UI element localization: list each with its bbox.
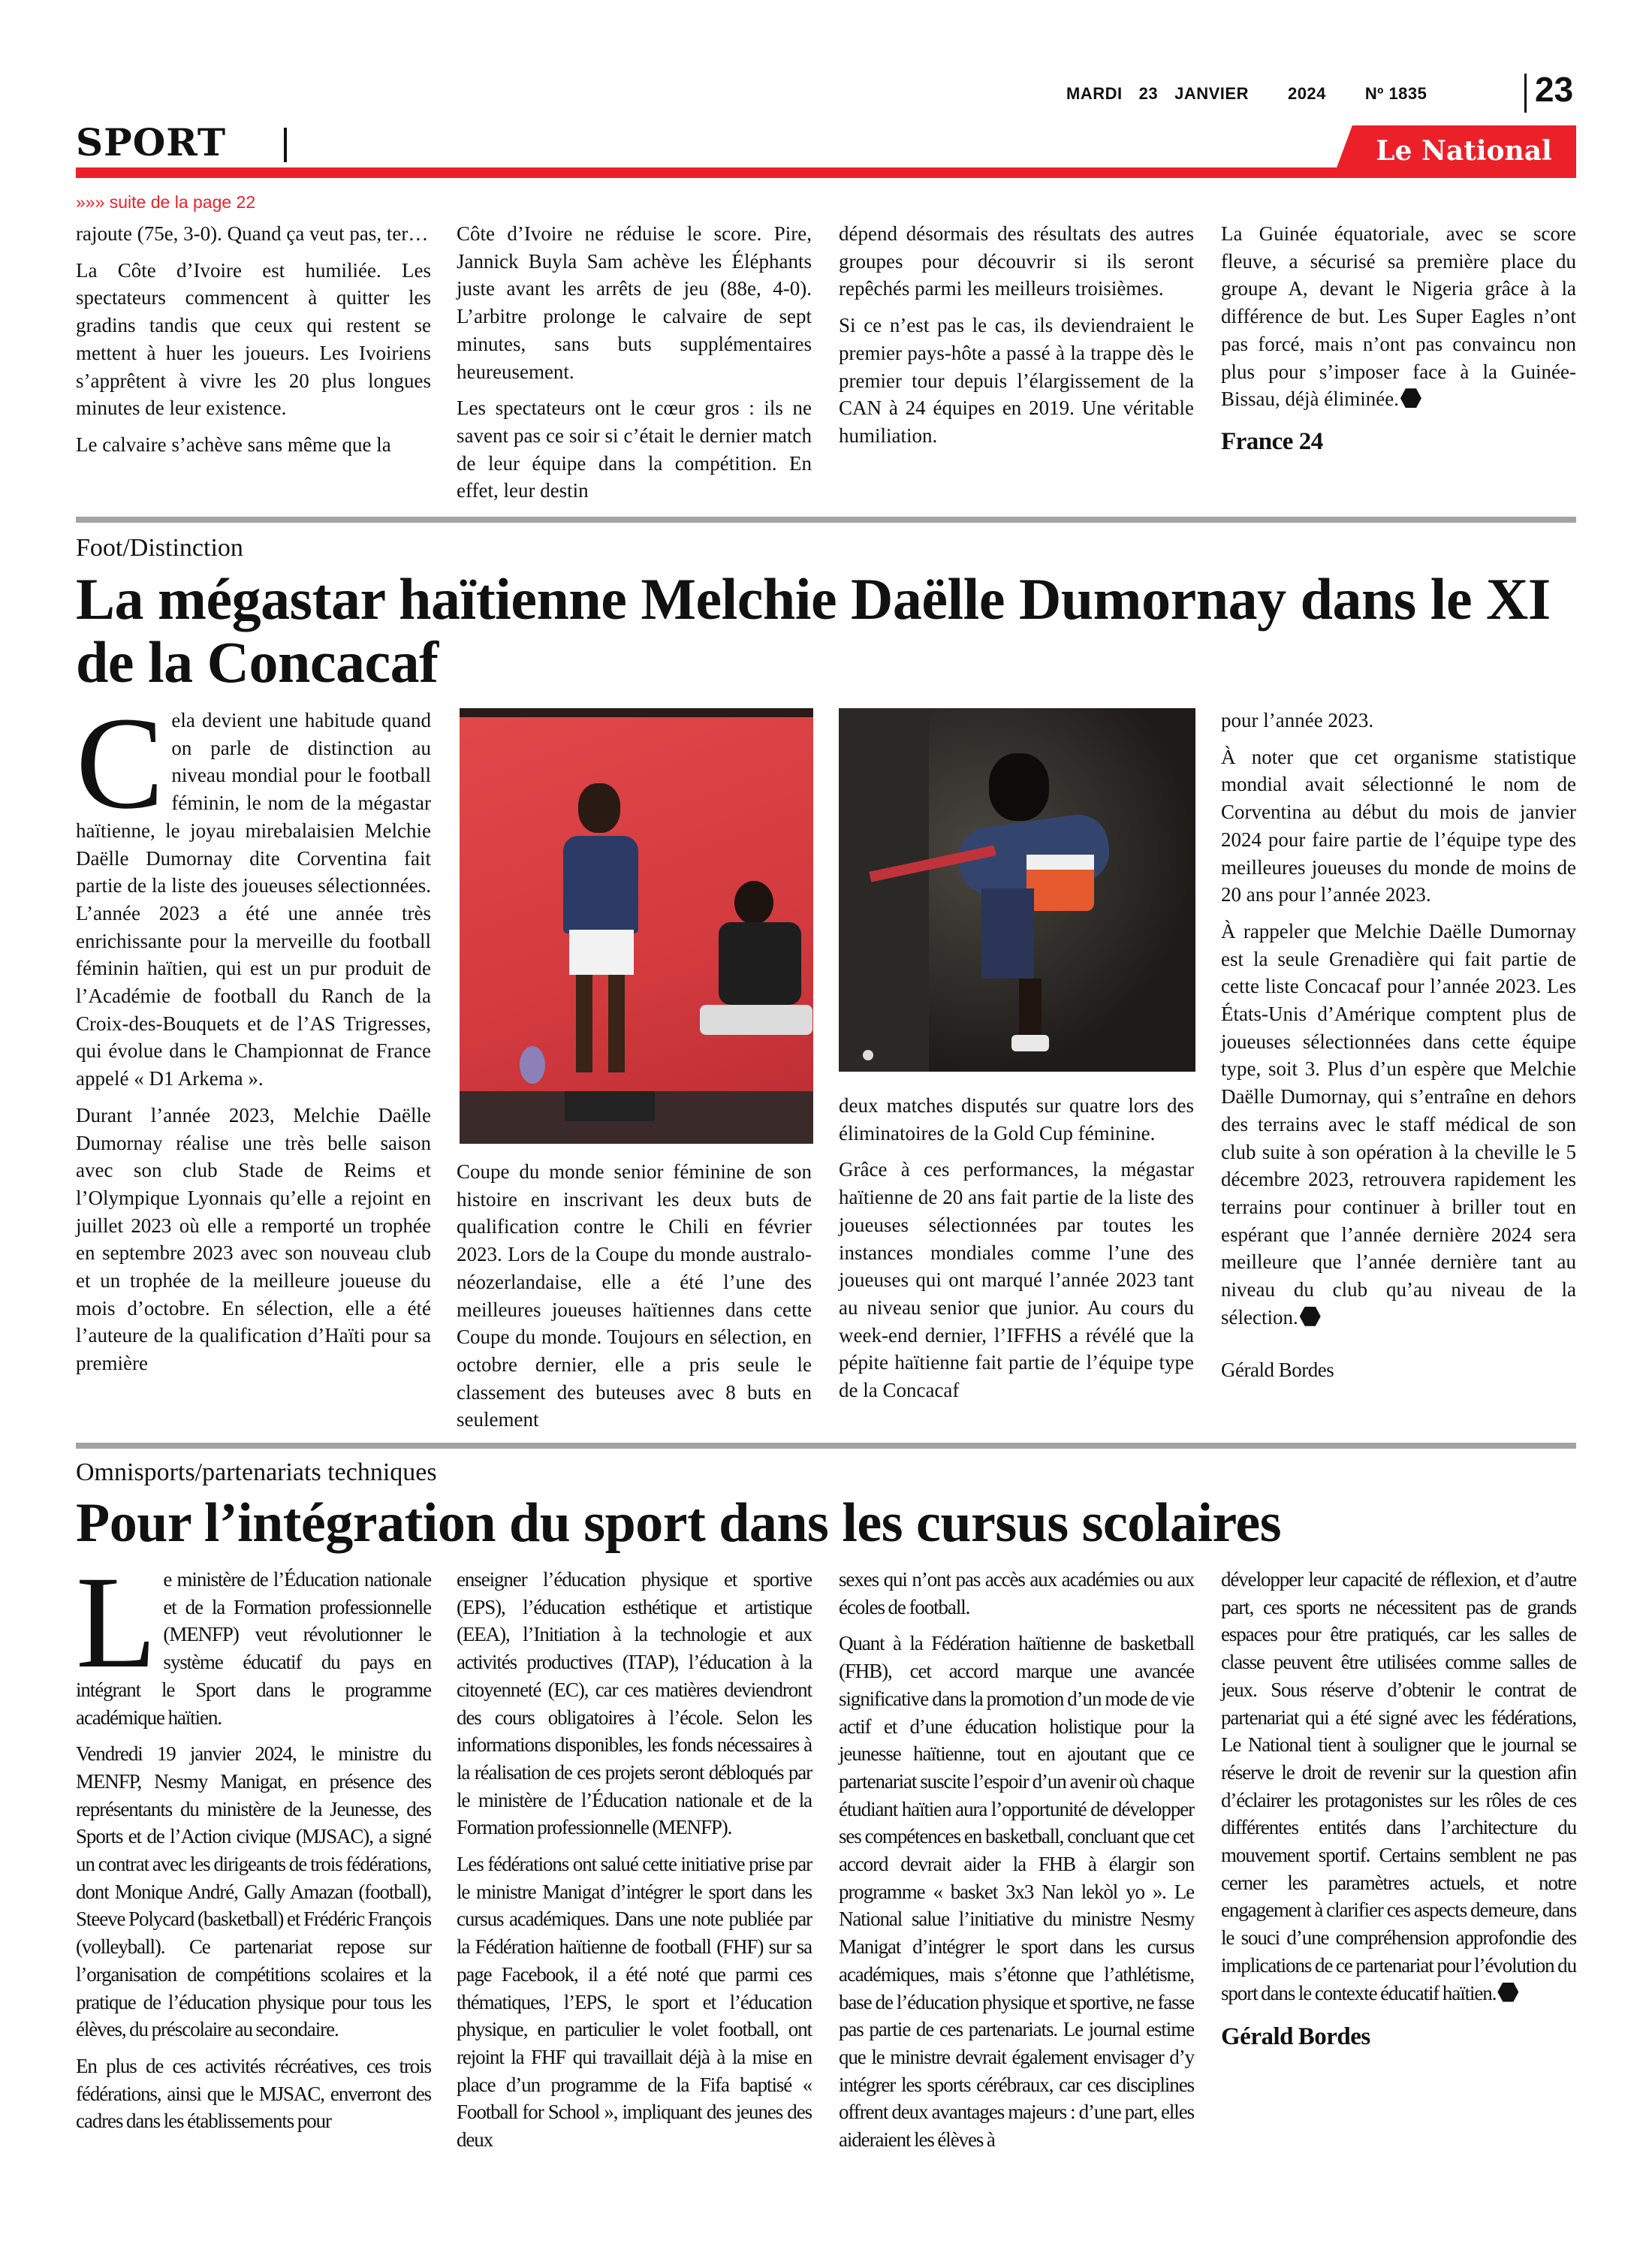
article2-headline: Pour l’intégration du sport dans les cursus scolaires (76, 1492, 1282, 1554)
paragraph (1221, 220, 1576, 413)
issue-number: Nº 1835 (1364, 84, 1427, 103)
paragraph (839, 1156, 1194, 1404)
photo-player-training (839, 708, 1195, 1072)
article2-column-4 (1221, 1566, 1576, 2051)
end-of-article-icon (1300, 1307, 1321, 1326)
paragraph-text: pour l’année 2023. (1221, 709, 1374, 731)
paragraph (839, 1630, 1194, 2153)
paragraph (457, 1158, 812, 1434)
paragraph-text: e ministère de l’Éducation nationale et de la Formation professionnelle (MENFP) veut révolutionner le système éducatif du pays en intégrant le Sport dans le programme académique haïtien. (76, 1568, 431, 1729)
paragraph-text: développer leur capacité de réflexion, et d’autre part, ces sports ne nécessitent pas de grands espaces pour être pratiqués, car les salles de classe peuvent être utilisées comme salles de jeux. Sous réserve d’obtenir le contrat de partenariat qui a été signé avec les fédérations, Le National tient à souligner que le journal se réserve le droit de revenir sur la question afin d’éclairer les protagonistes sur les rôles de ces différentes entités dans l’architecture du mouvement sportif. Certains semblent ne pas cerner les paramètres actuels, et notre engagement à clarifier ces aspects demeure, dans le souci d’une compréhension approfondie des implications de ce partenariat pour l’évolution du sport dans le contexte éducatif haïtien. (1221, 1568, 1576, 2004)
paragraph (76, 690, 431, 1093)
paragraph-text: Si ce n’est pas le cas, ils deviendraient le premier pays-hôte a passé à la trappe dès le premier tour depuis l’élargissement de la CAN à 24 équipes en 2019. Une véritable humiliation. (839, 314, 1194, 447)
paragraph-text: Durant l’année 2023, Melchie Daëlle Dumornay réalise une très belle saison avec son club Stade de Reims et l’Olympique Lyonnais qu’elle a rejoint en juillet 2023 où elle a remporté un trophée en septembre 2023 avec son nouveau club et un trophée de la meilleure joueuse du mois d’octobre. En sélection, elle a été l’auteure de la qualification d’Haïti pour sa première (76, 1103, 431, 1375)
paragraph (1221, 918, 1576, 1332)
paragraph (76, 2052, 431, 2135)
paragraph-text: La Côte d’Ivoire est humiliée. Les spectateurs commencent à quitter les gradins tandis que ceux qui restent se mettent à huer les joueurs. Les Ivoiriens s’apprêtent à vivre les 20 plus longues minutes de leur existence. (76, 258, 431, 420)
day: MARDI (1066, 84, 1123, 103)
paragraph (76, 1549, 431, 1731)
year: 2024 (1287, 84, 1326, 103)
section-title: SPORT (76, 120, 227, 164)
article2-column-2 (457, 1566, 812, 2163)
article1-column-1 (76, 690, 431, 1386)
article1-column-3 (839, 1092, 1194, 1413)
paragraph-text: La Guinée équatoriale, avec se score fleuve, a sécurisé sa première place du groupe A, devant le Nigeria grâce à la différence de but. Les Super Eagles n’ont pas forcé, mais n’ont pas convaincu non plus pour s’imposer face à la Guinée-Bissau, déjà éliminée. (1221, 222, 1576, 411)
article2-kicker: Omnisports/partenariats techniques (76, 1458, 437, 1486)
page-number-divider (1524, 74, 1527, 113)
issue-date (1066, 84, 1443, 104)
drop-cap: L (76, 1549, 156, 1696)
article1-headline: La mégastar haïtienne Melchie Daëlle Dumornay dans le XI de la Concacaf (76, 566, 1551, 695)
top-column-4 (1221, 220, 1576, 422)
brand-logo: Le National (1376, 135, 1552, 167)
paragraph (1221, 1566, 1576, 2007)
paragraph-text: deux matches disputés sur quatre lors des éliminatoires de la Gold Cup féminine. (839, 1094, 1194, 1145)
paragraph-text: sexes qui n’ont pas accès aux académies ou aux écoles de football. (839, 1568, 1194, 1618)
paragraph (76, 220, 431, 248)
article2-column-3 (839, 1566, 1194, 2163)
paragraph-text: Les spectateurs ont le cœur gros : ils ne savent pas ce soir si c’était le dernier match de leur équipe dans la compétition. En effet, leur destin (457, 397, 812, 502)
paragraph-text: ela devient une habitude quand on parle de distinction au niveau mondial pour le football féminin, le nom de la mégastar haïtienne, le joyau mirebalaisien Melchie Daëlle Dumornay dite Corventina fait partie de la liste des joueuses sélectionnées. L’année 2023 a été une année très enrichissante pour la merveille du football féminin haïtien, qui est un pur produit de l’Académie de football du Ranch de la Croix-des-Bouquets et de l’AS Trigresses, qui évolue dans le Championnat de France appelé « D1 Arkema ». (76, 709, 431, 1090)
article1-kicker: Foot/Distinction (76, 534, 243, 562)
section-divider (284, 128, 287, 162)
photo-credit-icon (863, 1050, 873, 1060)
paragraph-text: Le calvaire s’achève sans même que la (76, 433, 391, 456)
paragraph-text: En plus de ces activités récréatives, ces trois fédérations, ainsi que le MJSAC, enverront des cadres dans les établissements pour (76, 2054, 431, 2133)
top-signature: France 24 (1221, 428, 1323, 455)
paragraph-text: Grâce à ces performances, la mégastar haïtienne de 20 ans fait partie de la liste des joueuses sélectionnées par toutes les instances mondiales comme l’une des joueuses qui ont marqué l’année 2023 tant au niveau senior que junior. Au cours du week-end dernier, l’IFFHS a révélé que la pépite haïtienne fait partie de l’équipe type de la Concacaf (839, 1158, 1194, 1402)
continued-from-link[interactable]: »»» suite de la page 22 (76, 192, 256, 212)
paragraph (839, 220, 1194, 303)
paragraph (457, 394, 812, 505)
paragraph-text: Les fédérations ont salué cette initiative prise par le ministre Manigat d’intégrer le sport dans les cursus académiques. Dans une note publiée par la Fédération haïtienne de football (FHF) sur sa page Facebook, il a été noté que parmi ces thématiques, l’EPS, le sport et l’éducation physique, en particulier le volet football, ont rejoint la FHF qui travaillait déjà à la mise en place d’un programme de la Fifa baptisé « Football for School », impliquant des jeunes des deux (457, 1853, 812, 2152)
end-of-article-icon (1400, 388, 1421, 408)
paragraph (457, 220, 812, 385)
paragraph (76, 257, 431, 422)
drop-cap: C (76, 690, 164, 837)
author-signature: Gérald Bordes (1221, 2023, 1370, 2051)
paragraph-text: enseigner l’éducation physique et sportive (EPS), l’éducation esthétique et artistique (EEA), l’Initiation à la technologie et aux activités productives (ITAP), l’éducation à la citoyenneté (EC), car ces matières deviendront des cours obligatoires à l’école. Selon les informations disponibles, les fonds nécessaires à la réalisation de ces projets seront débloqués par le ministère de l’Éducation nationale et de la Formation professionnelle (MENFP). (457, 1568, 812, 1839)
page-number: 23 (1535, 70, 1574, 109)
paragraph-text: Vendredi 19 janvier 2024, le ministre du MENFP, Nesmy Manigat, en présence des représentants du ministère de la Jeunesse, des Sports et de l’Action civique (MJSAC), a signé un contrat avec les dirigeants de trois fédérations, dont Monique André, Gally Amazan (football), Steeve Polycard (basketball) et Frédéric François (volleyball). Ce partenariat repose sur l’organisation de compétitions scolaires et la pratique de l’éducation physique pour tous les élèves, du préscolaire au secondaire. (76, 1742, 431, 2041)
paragraph-text: Coupe du monde senior féminine de son histoire en inscrivant les deux buts de qualification contre le Chili en février 2023. Lors de la Coupe du monde australo-néozerlandaise, elle a été l’une des meilleures joueuses haïtiennes dans cette Coupe du monde. Toujours en sélection, en octobre dernier, elle a pris seule le classement des buteuses avec 8 buts en seulement (457, 1160, 812, 1431)
paragraph (839, 1566, 1194, 1621)
paragraph (839, 1092, 1194, 1147)
month: JANVIER (1174, 84, 1249, 103)
paragraph-text: Côte d’Ivoire ne réduise le score. Pire, Jannick Buyla Sam achève les Éléphants juste avant les arrêts de jeu (88e, 4-0). L’arbitre prolonge le calvaire de sept minutes, sans buts supplémentaires heureusement. (457, 222, 812, 383)
paragraph-text: dépend désormais des résultats des autres groupes pour découvrir si ils seront repêchés parmi les meilleurs troisièmes. (839, 222, 1194, 300)
paragraph (1221, 743, 1576, 909)
paragraph-text: Quant à la Fédération haïtienne de basketball (FHB), cet accord marque une avancée significative dans la promotion d’un mode de vie actif et d’une éducation holistique pour la jeunesse haïtienne, tout en ajoutant que ce partenariat suscite l’espoir d’un avenir où chaque étudiant haïtien aura l’opportunité de développer ses compétences en basketball, concluant que cet accord devrait aider la FHB à élargir son programme « basket 3x3 Nan lekòl yo ». Le National salue l’initiative du ministre Nesmy Manigat d’intégrer le sport dans les cursus académiques, mais s’étonne que l’athlétisme, base de l’éducation physique et sportive, ne fasse pas partie de ces partenariats. Le journal estime que le ministre devrait également envisager d’y intégrer les sports cérébraux, car ces disciplines offrent deux avantages majeurs : d’une part, elles aideraient les élèves à (839, 1632, 1194, 2152)
end-of-article-icon (1497, 1983, 1518, 2002)
divider-rule (76, 517, 1576, 523)
photo-player-red-wall (460, 708, 813, 1144)
top-column-1 (76, 220, 431, 468)
author-signature: Gérald Bordes (1221, 1359, 1334, 1382)
paragraph (457, 1566, 812, 1841)
paragraph (76, 1102, 431, 1377)
article2-column-1 (76, 1549, 431, 2144)
paragraph (1221, 707, 1576, 734)
paragraph-text: À noter que cet organisme statistique mondial avait sélectionné le nom de Corventina au début du mois de janvier 2024 pour faire partie de l’équipe type des meilleures joueuses du monde de moins de 20 ans pour l’année 2023. (1221, 745, 1576, 906)
paragraph-text: À rappeler que Melchie Daëlle Dumornay est la seule Grenadière qui fait partie de cette liste Concacaf pour l’année 2023. Les États-Unis d’Amérique comptent plus de joueuses sélectionnées dans cette équipe type, soit 3. Plus d’un espère que Melchie Daëlle Dumornay, qui s’entraîne en dehors des terrains avec le staff médical de son club suite à son opération à la cheville le 5 décembre 2023, retrouvera rapidement les terrains pour continuer à briller tout en espérant que l’année dernière 2024 sera meilleure que l’année dernière tant au niveau du club qu’au niveau de la sélection. (1221, 919, 1576, 1329)
article1-column-2 (457, 1158, 812, 1443)
paragraph-text: rajoute (75e, 3-0). Quand ça veut pas, ter… (76, 222, 429, 245)
top-column-2 (457, 220, 812, 514)
date-number: 23 (1138, 84, 1159, 103)
top-column-3 (839, 220, 1194, 459)
paragraph (76, 1740, 431, 2043)
divider-rule (76, 1443, 1576, 1449)
paragraph (839, 312, 1194, 450)
paragraph (76, 431, 431, 459)
paragraph (457, 1850, 812, 2154)
article1-column-4 (1221, 707, 1576, 1384)
